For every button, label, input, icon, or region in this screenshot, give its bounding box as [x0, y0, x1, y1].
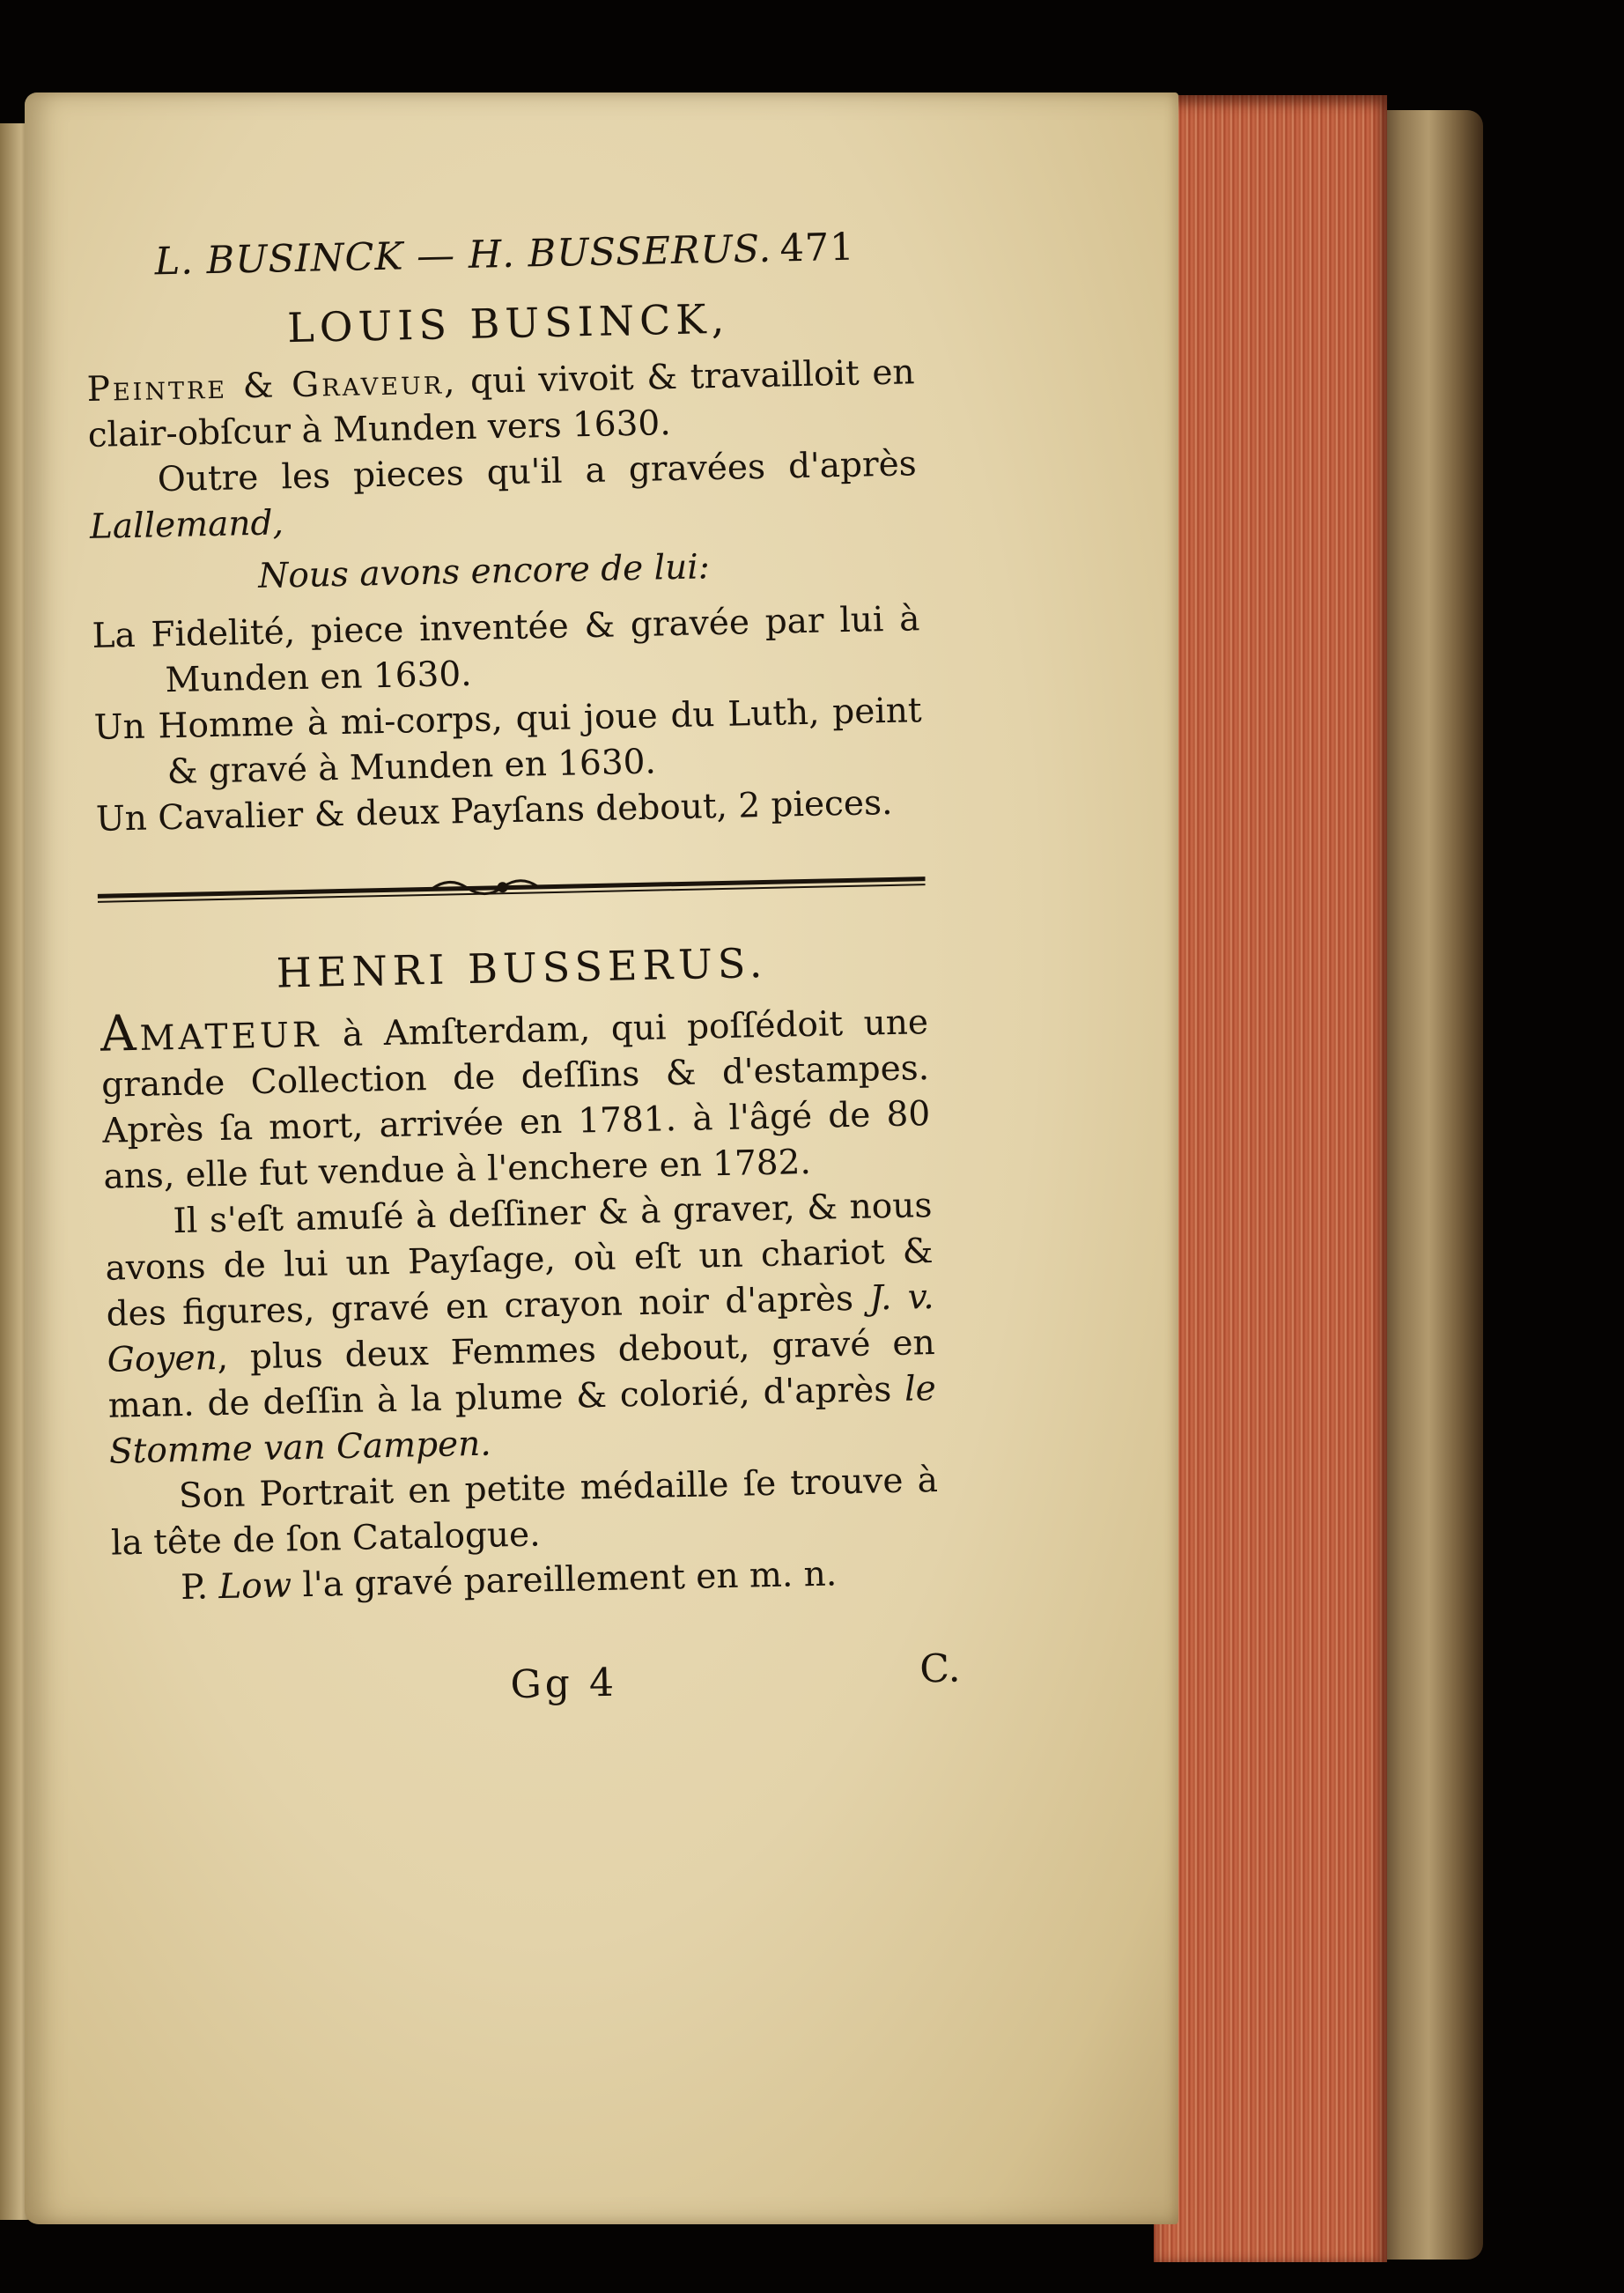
catchword: C. [919, 1646, 961, 1692]
entry-businck-intro [86, 350, 916, 459]
ornamental-rule [97, 861, 926, 914]
book-cover-edge [1374, 110, 1483, 2260]
page-number: 471 [779, 225, 856, 271]
intro-rest: à Amſterdam, qui poſſédoit une grande Collection de deſſins & d'estampes. Après ſa mort, arrivée en 1781. à l'âgé de 80 ans, elle fut vendue à l'enchere en 1782. [100, 1002, 931, 1197]
entry-title-businck: LOUIS BUSINCK, [286, 294, 730, 352]
works-text-a: Il s'eſt amuſé à deſſiner & à graver, & nous avons de lui un Payſage, où eſt un chariot & des figures, gravé en crayon noir d'après [105, 1186, 934, 1335]
intro-lead: Amateur [100, 1001, 322, 1063]
ornament-rule-svg [97, 861, 926, 914]
page-edges [1154, 95, 1387, 2262]
works-subheading: Nous avons encore de lui: [257, 547, 711, 596]
engraver-text-a: P. [180, 1567, 219, 1609]
engraver-text-b: l'a gravé pareillement en m. n. [291, 1554, 838, 1606]
entry-busserus-intro [100, 995, 932, 1201]
page-text [84, 216, 961, 1723]
note-name: Lallemand, [89, 503, 284, 547]
works-text-b: , plus deux Femmes debout, gravé en man. de deſſin à la plume & colorié, d'après [107, 1323, 936, 1426]
entry-busserus-portrait: Son Portrait en petite médaille ſe trouve à la tête de ſon Catalogue. [110, 1461, 939, 1564]
work-item: Un Cavalier & deux Payſans debout, 2 pieces. [95, 782, 893, 840]
entry-busserus-works [104, 1183, 937, 1476]
intro-lead: Peintre & Graveur, [86, 362, 458, 410]
note-text: Outre les pieces qu'il a gravées d'après [157, 444, 918, 500]
work-item: La Fidelité, piece inventée & gravée par lui à Munden en 1630. [92, 599, 920, 701]
artist-name: J. v. Goyen [107, 1277, 934, 1380]
entry-businck-note [88, 441, 918, 551]
artist-name: le Stomme van Campen. [108, 1369, 937, 1472]
signature-mark: Gg 4 [510, 1660, 618, 1708]
work-item: Un Homme à mi-corps, qui joue du Luth, peint & gravé à Munden en 1630. [93, 691, 923, 793]
running-head-title: L. BUSINCK — H. BUSSERUS. [154, 226, 772, 285]
entry-title-busserus: HENRI BUSSERUS. [276, 938, 768, 997]
engraver-name: Low [218, 1565, 292, 1608]
intro-rest: qui vivoit & travailloit en clair-obſcur à Munden vers 1630. [87, 352, 915, 455]
